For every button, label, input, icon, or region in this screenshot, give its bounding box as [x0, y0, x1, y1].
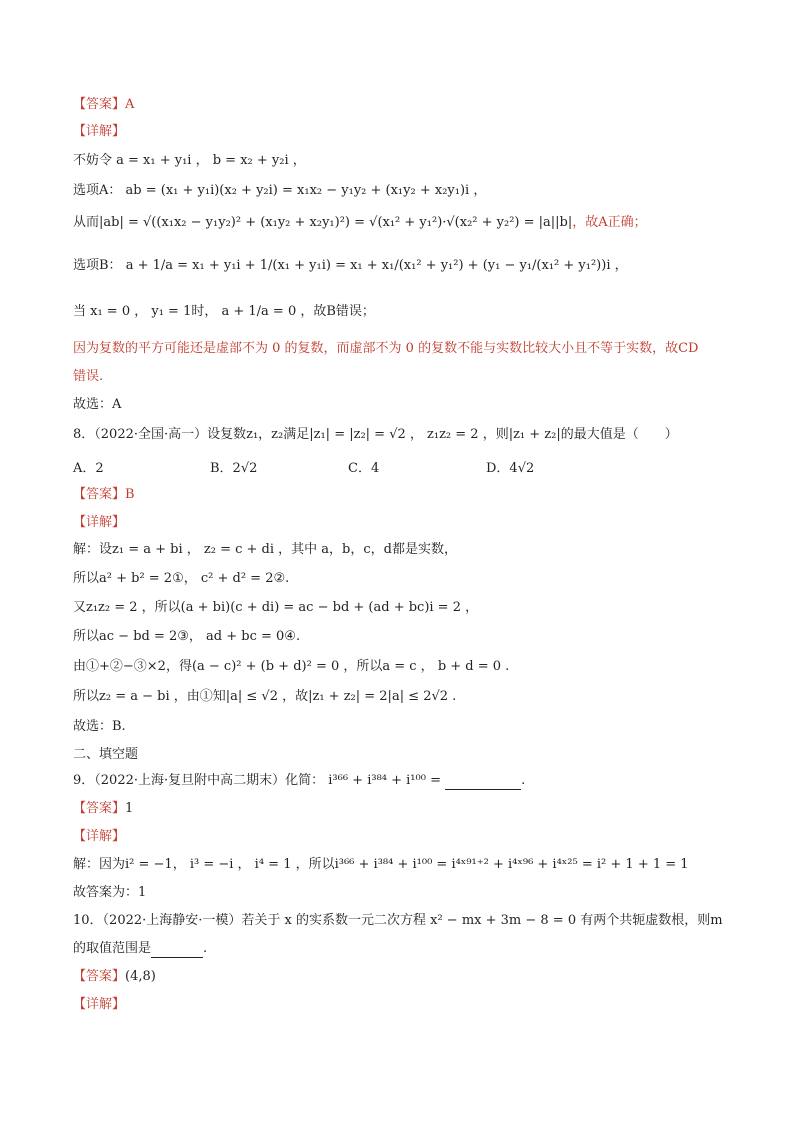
q8-option-c: C．4 [348, 461, 380, 476]
q7-choose: 故选：A [73, 397, 122, 412]
section-fill-in-blank: 二、填空题 [73, 747, 139, 762]
q7-option-b-counterexample: 当 x₁ = 0 ， y₁ = 1时， a + 1/a = 0 ，故B错误； [73, 304, 375, 319]
q10-detail-label: 【详解】 [73, 997, 126, 1012]
q8-solution-4: 所以ac − bd = 2③， ad + bc = 0④. [73, 629, 301, 644]
q7-option-cd-line2: 错误. [73, 369, 104, 384]
q10-answer: (4,8) [125, 969, 156, 984]
q9-answer-line: 【答案】1 [73, 801, 134, 816]
q9-final: 故答案为：1 [73, 885, 147, 900]
q9-detail-label: 【详解】 [73, 829, 126, 844]
q7-option-b: 选项B： a + 1/a = x₁ + y₁i + 1/(x₁ + y₁i) = x₁ + x₁/(x₁² + y₁²) + (y₁ − y₁/(x₁² + y₁²))i ， [73, 258, 628, 273]
modulus-expression: √((x₁x₂ − y₁y₂)² + (x₁y₂ + x₂y₁)²) = √(x₁² + y₁²)·√(x₂² + y₂²) = |a||b| [143, 215, 573, 230]
q8-option-d: D．4√2 [486, 461, 535, 476]
q8-answer: B [125, 487, 135, 502]
q8-solution-3: 又z₁z₂ = 2 ，所以(a + bi)(c + di) = ac − bd + (ad + bc)i = 2 ， [73, 600, 479, 615]
q7-detail-label: 【详解】 [73, 124, 126, 139]
q10-answer-blank [151, 944, 203, 958]
q9-answer-blank [445, 776, 521, 790]
q7-option-cd-line1: 因为复数的平方可能还是虚部不为 0 的复数，而虚部不为 0 的复数不能与实数比较大小且不等于实数，故CD [73, 341, 699, 356]
q8-solution-2: 所以a² + b² = 2①， c² + d² = 2②. [73, 571, 290, 586]
q8-stem: 8．（2022·全国·高一）设复数z₁，z₂满足|z₁| = |z₂| = √2 ， z₁z₂ = 2 ，则|z₁ + z₂|的最大值是（ ） [73, 427, 678, 442]
answer-label: 【答案】 [73, 97, 126, 112]
q10-stem-line2: 的取值范围是 . [73, 941, 208, 956]
q8-detail-label: 【详解】 [73, 515, 126, 530]
q10-stem-line1: 10．（2022·上海静安·一模）若关于 x 的实系数一元二次方程 x² − mx + 3m − 8 = 0 有两个共轭虚数根，则m [73, 913, 723, 928]
q7-option-a-conclusion: ，故A正确； [572, 215, 647, 230]
q7-option-a-modulus: 从而|ab| = √((x₁x₂ − y₁y₂)² + (x₁y₂ + x₂y₁)²) = √(x₁² + y₁²)·√(x₂² + y₂²) = |a||b|，故A正确； [73, 215, 647, 230]
q9-solution: 解：因为i² = −1， i³ = −i ， i⁴ = 1 ，所以i³⁶⁶ + i³⁸⁴ + i¹⁰⁰ = i⁴ˣ⁹¹⁺² + i⁴ˣ⁹⁶ + i⁴ˣ²⁵ = i² + 1 + 1 = 1 [73, 857, 689, 872]
q8-solution-1: 解：设z₁ = a + bi ， z₂ = c + di ，其中 a，b，c，d都是实数， [73, 542, 457, 557]
q8-solution-6: 所以z₂ = a − bi ，由①知|a| ≤ √2 ，故|z₁ + z₂| = 2|a| ≤ 2√2 . [73, 689, 457, 704]
q8-option-a: A．2 [73, 461, 104, 476]
option-b-expression: a + 1/a = x₁ + y₁i + 1/(x₁ + y₁i) = x₁ + x₁/(x₁² + y₁²) + (y₁ − y₁/(x₁² + y₁²))i ， [125, 258, 628, 273]
q8-solution-5: 由①+②−③×2，得(a − c)² + (b + d)² = 0 ，所以a = c ， b + d = 0 . [73, 659, 510, 674]
q7-option-a: 选项A： ab = (x₁ + y₁i)(x₂ + y₂i) = x₁x₂ − y₁y₂ + (x₁y₂ + x₂y₁)i ， [73, 183, 487, 198]
q8-answer-line: 【答案】B [73, 487, 135, 502]
q10-answer-line: 【答案】(4,8) [73, 969, 156, 984]
q7-answer-line [73, 96, 134, 114]
q8-option-b: B．2√2 [210, 461, 258, 476]
q9-stem: 9．（2022·上海·复旦附中高二期末）化简： i³⁶⁶ + i³⁸⁴ + i¹⁰⁰ = . [73, 773, 526, 788]
q7-answer: A [125, 97, 135, 112]
q7-let: 不妨令 a = x₁ + y₁i ， b = x₂ + y₂i ， [73, 153, 306, 168]
q9-answer: 1 [125, 801, 134, 816]
q8-choose: 故选：B. [73, 719, 126, 734]
